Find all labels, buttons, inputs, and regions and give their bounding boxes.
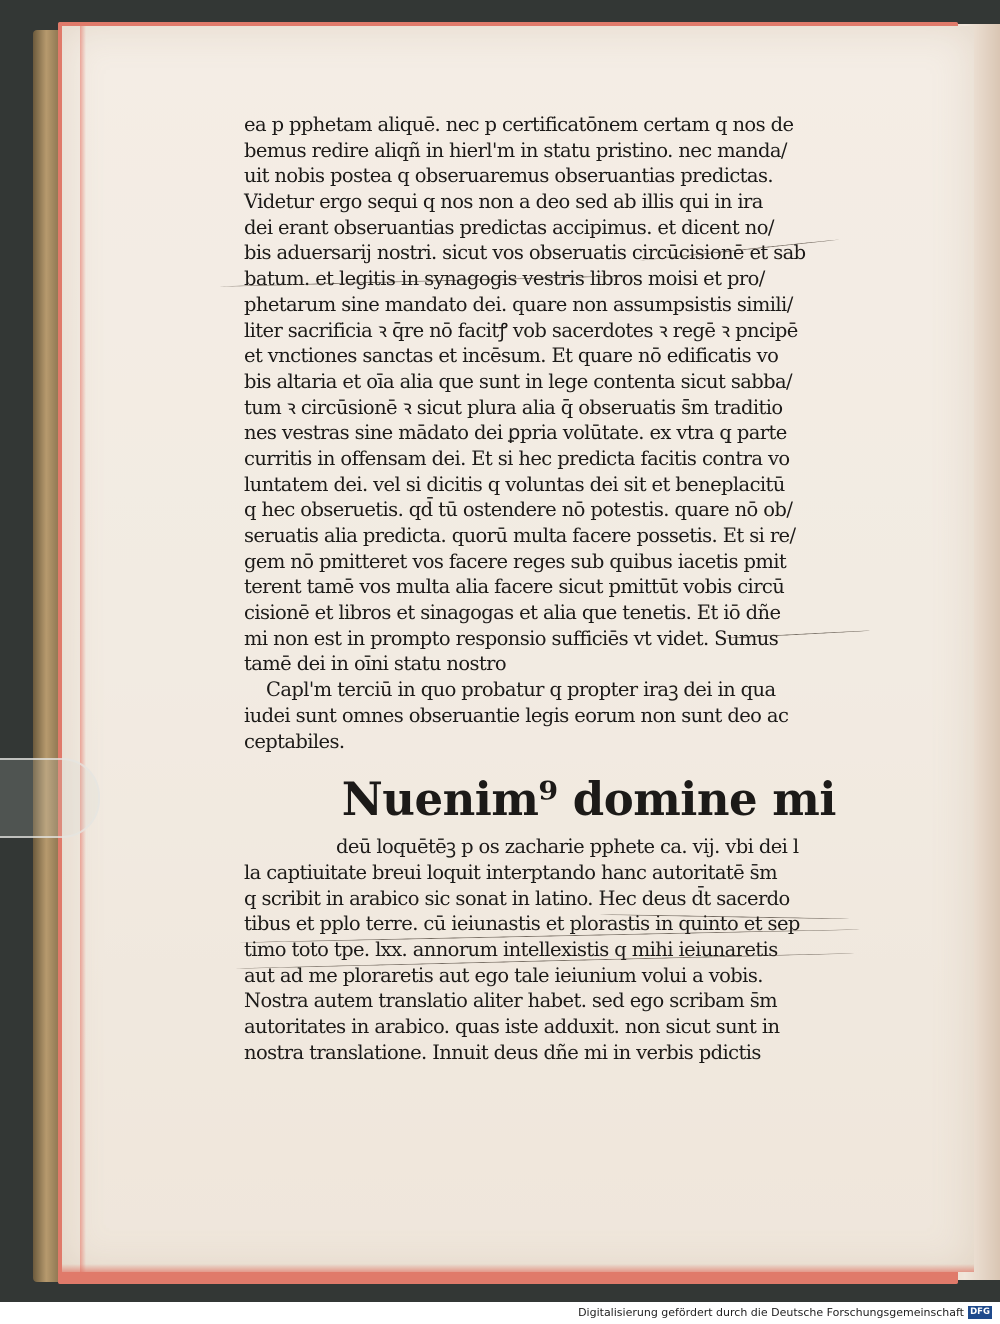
text-line: q scribit in arabico sic sonat in latino. Hec deus d̄t sacerdo: [244, 886, 790, 910]
text-line: ceptabiles.: [244, 729, 345, 753]
text-line: la captiuitate breui loquit interptando hanc autoritatē s̄m: [244, 860, 777, 884]
page-text: [244, 112, 836, 1065]
text-line: tamē dei in oīni statu nostro: [244, 652, 506, 676]
page-clip-tab: [0, 758, 100, 838]
chapter-heading: [244, 677, 836, 754]
dfg-logo: DFG: [968, 1306, 992, 1319]
text-line: autoritates in arabico. quas iste adduxit. non sicut sunt in: [244, 1015, 780, 1038]
text-line: dei erant obseruantias predictas accipimus. et dicent no/: [244, 215, 774, 239]
text-line: Videtur ergo sequi q nos non a deo sed ab illis qui in ira: [244, 190, 763, 214]
paragraph-main: [244, 112, 836, 677]
text-line: phetarum sine mandato dei. quare non assumpsistis simili/: [244, 292, 793, 316]
text-line: gem nō pmitteret vos facere reges sub quibus iacetis pmit: [244, 549, 787, 573]
text-line: seruatis alia predicta. quorū multa facere possetis. Et si re/: [244, 524, 796, 547]
text-line: nes vestras sine mādato dei ꝑpria volūtate. ex vtra q̧ parte: [244, 421, 787, 445]
text-line: bemus redire aliqñ in hierl'm in statu pristino. nec manda/: [244, 138, 787, 162]
text-line: bis altaria et oīa alia que sunt in lege contenta sicut sabba/: [244, 369, 793, 393]
text-line: terent tamē vos multa alia facere sicut pmittūt vobis circū: [244, 575, 785, 599]
text-line: luntatem dei. vel si dicitis q voluntas dei sit et beneplacitū: [244, 472, 785, 496]
text-line: et vnctiones sanctas et incēsum. Et quare nō edificatis vo: [244, 344, 779, 368]
text-line: uit nobis postea q obseruaremus obseruantias predictas.: [244, 164, 773, 188]
text-line: q hec obseruetis. qd̄ tū ostendere nō potestis. quare nō ob/: [244, 498, 793, 522]
text-line: batum. et legitis in synagogis vestris libros moisi et pro/: [244, 267, 765, 291]
text-line: timo toto tpe. lxx. annorum intellexistis q mihi ieiunaretis: [244, 937, 778, 961]
paragraph-body: [244, 834, 836, 1065]
text-line: aut ad me ploraretis aut ego tale ieiunium volui a vobis.: [244, 963, 763, 987]
text-line: curritis in offensam dei. Et si hec predicta facitis contra vo: [244, 446, 790, 470]
text-line: bis aduersarij nostri. sicut vos obseruatis circūcisionē et sab: [244, 241, 806, 265]
text-line: Nostra autem translatio aliter habet. sed ego scribam s̄m: [244, 989, 778, 1013]
initial-heading: Nuenim⁹ domine mi: [341, 772, 836, 827]
footer-credit: Digitalisierung gefördert durch die Deutsche Forschungsgemeinschaft: [578, 1306, 964, 1319]
text-line: ea p pphetam aliquē. nec p certificatōnem certam q nos de: [244, 113, 794, 136]
text-line: tibus et pplo terre. cū ieiunastis et plorastis in quinto et sep: [244, 912, 800, 936]
text-line: nostra translatione. Innuit deus dñe mi in verbis pdictis: [244, 1040, 761, 1064]
text-line: mi non est in prompto responsio sufficiēs vt videt. Sumus: [244, 626, 779, 650]
text-line: tum ꝛ circūsionē ꝛ sicut plura alia q̄ obseruatis s̄m traditio: [244, 395, 783, 419]
text-line: iudei sunt omnes obseruantie legis eorum non sunt deo ac: [244, 703, 789, 727]
text-line: liter sacrificia ꝛ q̄re nō facitꝭ vob sacerdotes ꝛ regē ꝛ pncipē: [244, 318, 798, 342]
text-line: Capl'm terciū in quo probatur q propter iraꝫ dei in qua: [266, 678, 776, 702]
text-line: deū loquētēꝫ p os zacharie pphete ca. vij. vbi dei l: [336, 835, 799, 859]
text-line: cisionē et libros et sinagogas et alia que tenetis. Et iō dñe: [244, 601, 781, 625]
